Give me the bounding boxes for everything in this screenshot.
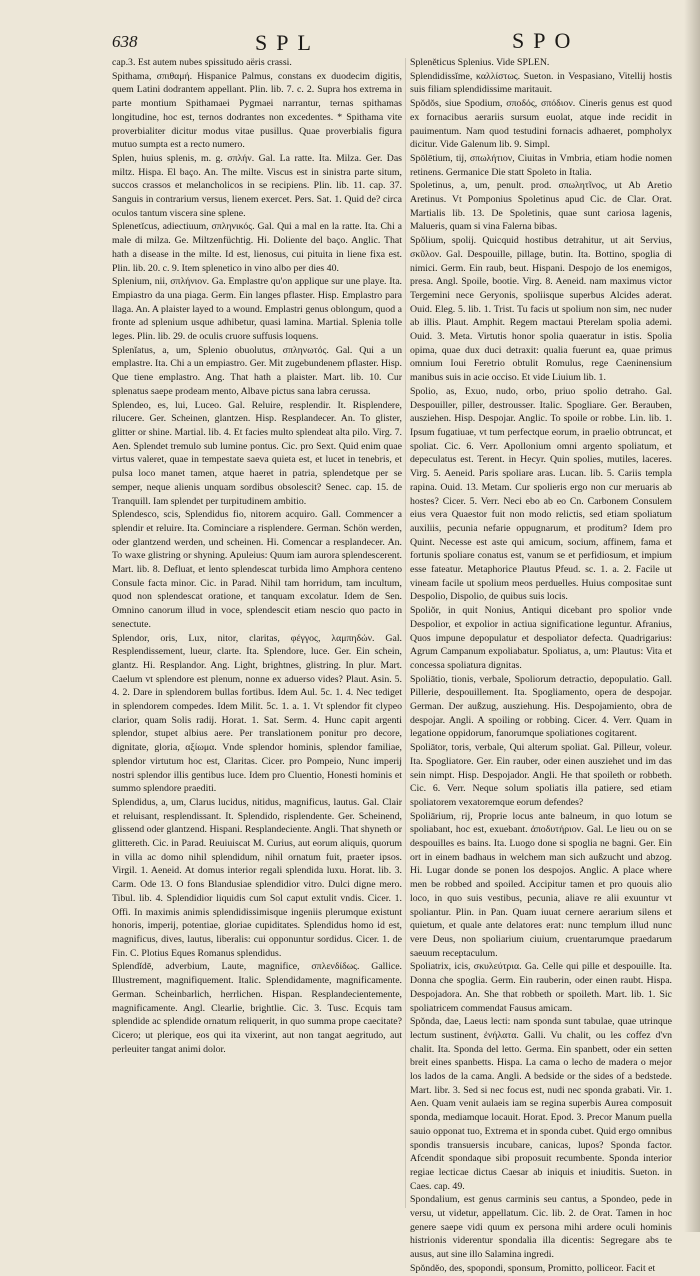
dictionary-entry: Splenium, nii, σπλήνιον. Ga. Emplastre qu'on applique sur une playe. Ita. Empiastro da una piaga. Germ. Ein langes pflaster. Hisp. Emplastro para llaga. An. A plaister layed to a wound. Emplastri genus oblongum, quod a fronte ad splenium usque adhibetur, quasi lamina. Martial. Splenia tolle leges. Plin. lib. 29. de oculis cruore suffusis loquens. <box>112 276 402 343</box>
dictionary-entry: Splendeo, es, lui, Luceo. Gal. Reluire, resplendir. It. Risplendere, rilucere. Ger. Scheinen, glantzen. Hisp. Resplandecer. An. To glister, glitter or shine. Martial. lib. 4. Et facies multo splendeat alta pilo. Virg. 7. Aen. Splendet tremulo sub lumine pontus. Cic. pro Sext. Quid enim quae virtus valeret, quae in tempestate saeva quieta est, et lucet in tenebris, et pulsa loco manet tamen, atque haeret in patria, splendetque per se semper, neque alienis unquam sordibus obsolescit? Senec. cap. 15. de Tranquill. Iam splendet per turpitudinem ambitio. <box>112 399 402 507</box>
dictionary-entry: cap.3. Est autem nubes spissitudo aëris crassi. <box>112 57 292 68</box>
dictionary-entry: Splenetĭcus, adiectiuum, σπληνικός. Gal. Qui a mal en la ratte. Ita. Chi a male di milza. Ge. Miltzenfüchtig. Hi. Doliente del baço. Anglic. That hath a disease in the milte. Id est, lienosus, cui pituita in liene fixa est. Plin. lib. 20. c. 9. Item splenetico in vino albo per dies 40. <box>112 221 402 274</box>
page-number: 638 <box>112 32 138 51</box>
dictionary-entry: Spŏnda, dae, Laeus lecti: nam sponda sunt tabulae, quae utrinque lectum sustinent, ἐνήλατα. Galli. Vu chalit, ou les coffez d'vn chalit. Ita. Sponda del letto. Germa. Ein spanbett, oder ein setten breit eines spanbetts. Hispa. La cama o lecho de madera o mejor los lados de la cama. Angli. A bedside or the sides of a bedstede. Mart. libr. 3. Sed si nec focus est, nudi nec sponda grabati. Vir. 1. Aen. Quam venit aulaeis iam se regina superbis Aurea composuit sponda, mediamque locauit. Horat. Epod. 3. Precor Manum puella sauio opponat tuo, Extrema et in sponda cubet. Quid ergo omnibus spondis transuersis incubare, canicas, lupos? Sponda factor. Afcendit spondaque sibi proposuit recumbente. Sponda interior regiae lecticae dictus Caesar ab iniquis et iniuditis. Sueton. in Caes. cap. 49. <box>410 1016 672 1192</box>
dictionary-entry: Spithama, σπιθαμή. Hispanice Palmus, constans ex duodecim digitis, quem Latini dodrantem appellant. Plin. lib. 7. c. 2. Supra hos extrema in parte montium Spithamaei Pygmaei narrantur, ternas spithamas longitudine, hoc est, ternos dodrantes non excedentes. * Spithama vite proverbialiter dicitur modus vitae pusillus. Quae proverbialis figura mutuo sumpta est a recto numero. <box>112 70 402 151</box>
dictionary-entry: Splen, huius splenis, m. g. σπλήν. Gal. La ratte. Ita. Milza. Ger. Das miltz. Hispa. El baço. An. The milte. Viscus est in sinistra parte situm, succos crassos et melancholicos in se recipiens. Plin. lib. 11. cap. 37. Sanguis in contrarium versus, lienem exercet. Pers. Sat. 1. Quid de? circa oculos tantum viscera sine splene. <box>112 152 402 219</box>
dictionary-entry: Splenĕticus Splenius. Vide SPLEN. <box>410 57 550 68</box>
dictionary-entry: Splendĭdē, adverbium, Laute, magnifice, σπλενδίδως. Gallice. Illustrement, magnifiquement. Italic. Splendidamente, magnificamente. German. Scheinbarlich, herrlichen. Hispan. Resplandecientemente, magnificamente. Angl. Clearlie, brightlie. Cic. 3. Tusc. Ecquis tam splendide ac splendide ornatum reliquerit, in quo summa prope caecitate? Cicero; ut plerique, eos qui ita vixerint, aut non tangat aegritudo, aut perleuiter tangat animi dolor. <box>112 961 402 1055</box>
right-column <box>410 56 672 1274</box>
dictionary-entry: Spoliatrix, icis, σκυλεύτρια. Ga. Celle qui pille et despouille. Ita. Donna che spoglia. Germ. Ein rauberin, oder einen raubt. Hispa. Despojadora. An. She that robbeth or spoileth. Mart. lib. 1. Sic spoliatricem commendat Fausus amicam. <box>410 961 672 1014</box>
dictionary-entry: Spoliātor, toris, verbale, Qui alterum spoliat. Gal. Pilleur, voleur. Ita. Spogliatore. Ger. Ein rauber, oder einen ausziehet und im das sein nimpt. Hisp. Despojador. Angli. He that spoileth or robbeth. Cic. 6. Verr. Neque solum spoliatis illa patiere, sed etiam spoliatorem vexatoremque eorum defendes? <box>410 742 672 808</box>
dictionary-entry: Spondalium, est genus carminis seu cantus, a Spondeo, pede in versu, ut videtur, appellatum. Cic. lib. 2. de Orat. Tamen in hoc genere saepe vidi quum ex persona mihi ardere oculi hominis histrionis viderentur spondalia illa dicentis: Segregare abs te ausus, aut sine illo Salamina ingredi. <box>410 1194 672 1261</box>
dictionary-entry: Spoliārium, rij, Proprie locus ante balneum, in quo lotum se spoliabant, hoc est, exuebant. ἀποδυτήριον. Gal. Le lieu ou on se despouilles es bains. Ita. Luogo done si spoglia ne bagni. Ger. Ein ort in einem badhaus in welchem man sich außzucht und abzog. Hi. Lugar donde se ponen los despojos. Anglic. A place where men be robbed and spoiled. Accipitur tamen et pro quouis alio loco, in quo suis vestibus, pecunia, aliave re alii exuuntur vt spoliantur. Plin. in Pan. Quam iuuat cernere aerarium silens et quietum, et quale ante delatores erat: nunc templum illud nunc vere Deus, non spoliarium ciuium, cruentarumque praedarum saeuum receptaculum. <box>410 810 672 959</box>
dictionary-entry: Splenĭatus, a, um, Splenio obuolutus, σπληνωτός. Gal. Qui a un emplastre. Ita. Chi a un empiastro. Ger. Mit zugebundenem pflaster. Hisp. Que tiene emplastro. Ang. That hath a plaister. Mart. lib. 10. Cur splenatus saepe prodeam mento, Albave pictus sana labra cerussa. <box>112 344 402 397</box>
left-column <box>112 56 402 1216</box>
dictionary-entry: Splendidus, a, um, Clarus lucidus, nitidus, magnificus, lautus. Gal. Clair et reluisant, resplendissant. It. Splendido, risplendente. Ger. Scheinend, glissend oder glantzend. Hispani. Resplandeciente. Angli. That shyneth or glittereth. Cic. in Parad. Reuiuiscat M. Curius, aut eorum aliquis, quorum in villa ac domo nihil splendidum, nihil ornatum fuit, praeter ipsos. Virgil. 1. Aeneid. At domus interior regali splendida luxu. Horat. lib. 3. Carm. Ode 13. O fons Blandusiae splendidior vitro. Dulci digne mero. Tibul. lib. 4. Splendidior liquidis cum Sol caput extulit vndis. Cicer. 1. Offi. In maximis animis splendidissimisque ingeniis plerumque existunt honoris, imperij, potentiae, gloriae cupiditates. Splendidus homo id est, magnificus, dives, lautus, liberalis: cui opponuntur sordidus. Cicer. 1. de Fin. C. Plotius Eques Romanus splendidus. <box>112 796 402 959</box>
column-divider <box>405 58 406 1208</box>
page-edge-shadow <box>684 0 700 1232</box>
dictionary-entry: Spōlētium, tij, σπωλήτιον, Ciuitas in Vmbria, etiam hodie nomen retinens. Germanice Die statt Spoleto in Italia. <box>410 152 672 178</box>
dictionary-entry: Spoliŏr, in quit Nonius, Antiqui dicebant pro spolior vnde Despolior, et expolior in actiua significatione leguntur. Afranius, Quos impune depopulatur et despoliator defecta. Quadrigarius: Agrum Campanum expoliabatur. Spoliatus, a, um: Plautus: Vita et concessa spoliatura dignitas. <box>410 605 672 671</box>
running-head-right: SPO <box>512 28 580 53</box>
dictionary-entry: Spŏlium, spolij. Quicquid hostibus detrahitur, ut ait Servius, σκῦλον. Gal. Despouille, pillage, butin. Ita. Bottino, spoglia di nimici. Germ. Ein raub, beut. Hispani. Despojo de los enemigos, presa. Angl. Spoile, bootie. Virg. 8. Aeneid. nam maximus victor Tergemini nece Geryonis, spoliisque superbus Alcides aderat. Ouid. Eleg. 5. lib. 1. Trist. Tu facis ut spolium non sim, nec nuder ab illis. Plaut. Amphit. Regem mactaui Pterelam spolia ademi. Ouid. 3. Meta. Virtutis honor spolia quaeratur in istis. Spolia opima, quae dux duci detraxit: qualia fuerunt ea, quae primus omnium Ioui Feretrio obtulit Romulus, rege Caeninensium manibus suis in acie occiso. Et vide Liuium lib. 1. <box>410 235 672 384</box>
running-head-left: SPL <box>255 30 320 55</box>
dictionary-entry: Spoletinus, a, um, penult. prod. σπωλητῖνος, ut Ab Aretio Aretinus. Vt Pomponius Spoletinus apud Cic. de Clar. Orat. Martialis lib. 13. De Spoletinis, quae sunt cariosa lagenis, Malueris, quam si vina Falerna bibas. <box>410 180 672 233</box>
dictionary-entry: Spolio, as, Exuo, nudo, orbo, priuo spolio detraho. Gal. Despouiller, piller, destrousser. Italic. Spogliare. Ger. Berauben, ausziehen. Hisp. Despojar. Anglic. To spoile or robbe. Lin. lib. 1. Ipsum fugatiuae, vt tum perfectque eorum, in praelio obtruncat, et spoliat. Cic. 6. Verr. Apollonium omni argento spoliatum, et depeculatus est. Terent. in Hecyr. Quin spolies, mutiles, laceres. Virg. 5. Aeneid. Paris spoliare aras. Lucan. lib. 5. Cariis templa rapina. Ouid. 13. Metam. Cur spolieris ergo non cur meruaris ab hostes? Cicer. 5. Verr. Neci ebo ab eo Cn. Carbonem Consulem eius vera Quaestor fuit non modo relictis, sed etiam spoliatum auxiliis, pecunia nefarie oppugnarum, et proditum? Idem pro Quint. Necesse est aste qui amicum, socium, affinem, fama et fortunis spoliare conatus est, vanum se et perfidiosum, et impium esse fateatur. Metaphorice Plautus Pfeud. sc. 1. a. 2. Facile ut vineam facile ut spolium meos perduelles. Huius compositae sunt Despolio, Dispolio, de quibus suis locis. <box>410 385 672 603</box>
dictionary-entry: Spŏdŏs, siue Spodium, σποδός, σπόδιον. Cineris genus est quod ex fornacibus aerariis sursum euolat, atque inde recidit in pauimentum. Nam quod testudini fornacis adhaeret, pompholyx dicitur. Vide Galenum lib. 9. Simpl. <box>410 98 672 151</box>
dictionary-entry: Splendidissĭme, καλλίστως. Sueton. in Vespasiano, Vitellij hostis suis filiam splendidissime maritauit. <box>410 70 672 96</box>
dictionary-entry: Splendesco, scis, Splendidus fio, nitorem acquiro. Gall. Commencer a splendir et reluire. Ita. Cominciare a risplendere. German. Schön werden, oder glantzend werden, und scheinen. Hi. Comencar a resplandecer. An. To waxe glistring or shyning. Apuleius: Quum iam aurora splendescerent. Mart. lib. 8. Defluat, et lento splendescat turbida limo Amphora centeno Consule facta minor. Cic. in Parad. Nihil tam horridum, tam incultum, quod non splendescat oratione, et tanquam excolatur. Idem de Sen. Omnino canorum illud in voce, splendescit etiam nescio quo pacto in senectute. <box>112 509 402 630</box>
dictionary-entry: Splendor, oris, Lux, nitor, claritas, φέγγος, λαμπηδών. Gal. Resplendissement, lueur, clarte. Ita. Splendore, luce. Ger. Ein schein, glantz. Hi. Resplandor. Ang. Light, brightnes, glistring. In plur. Mart. Caelum vt splendore est plenum, nonne ex aduerso vides? Plaut. Asin. 5. 4. 2. Dare in splendorem bullas fortibus. Idem Aul. 5c. 1. 4. Nec tediget in splendorem compedes. Idem Milit. 5c. 1. a. 1. Vt splendor fit clypeo clarior, quam Solis radij. Horat. 1. Sat. Serm. 4. Hunc capit argenti splendor, stupet albius aere. Per translationem ponitur pro decore, dignitate, gloria, αξίωμα. Vnde splendor hominis, splendor familiae, splendor virtutum hoc est, Claritas. Cicer. pro Pompeio, Nunc imperij nostri splendor illis gentibus luce. Idem pro Cluentio, Honesti hominis et summo splendore praediti. <box>112 632 402 795</box>
dictionary-entry: Spoliātio, tionis, verbale, Spoliorum detractio, depopulatio. Gall. Pillerie, despouillement. Ita. Spogliamento, opera de despojar. German. Der außzug, ausziehung. His. Despojamiento, obra de despojar. Angli. A spoiling or robbing. Cicer. 4. Verr. Quam in legatione oppidorum, fanorumque spoliationes cogitarent. <box>410 673 672 740</box>
dictionary-entry: Spŏndĕo, des, spopondi, sponsum, Promitto, polliceor. Facit et <box>410 1262 656 1274</box>
